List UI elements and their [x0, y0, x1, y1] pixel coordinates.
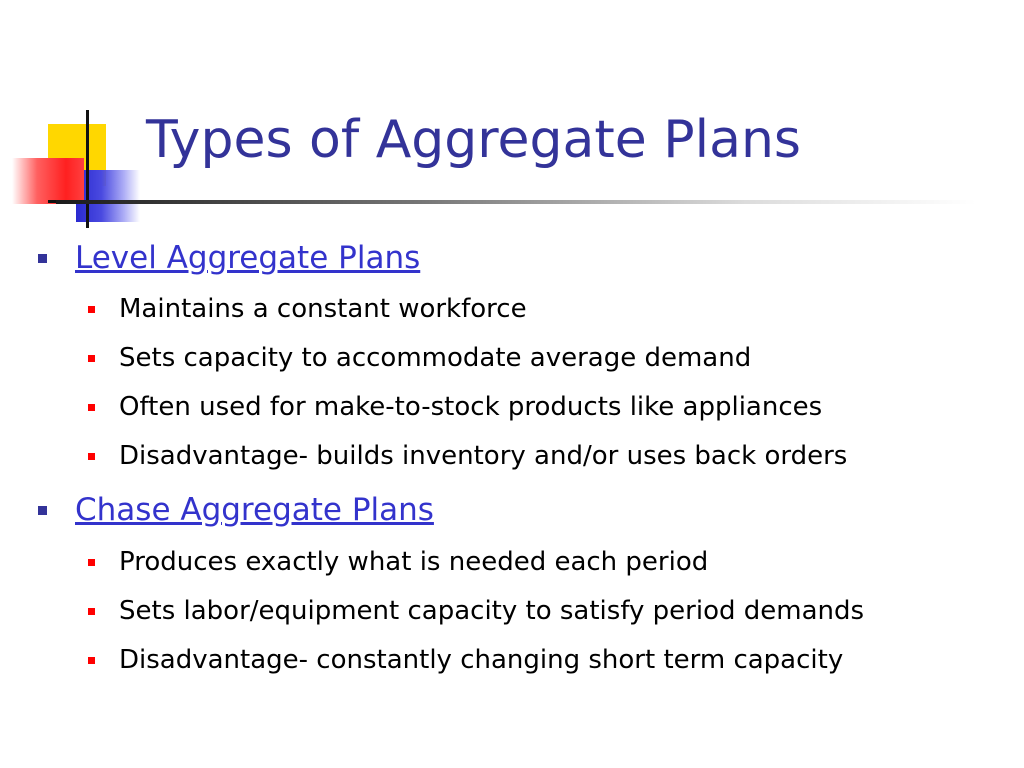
vertical-line-shape: [86, 110, 89, 228]
list-item-text: Often used for make-to-stock products like appliances: [119, 392, 823, 422]
square-bullet-icon: [88, 559, 95, 566]
list-item-text: Maintains a constant workforce: [119, 294, 527, 324]
list-item-text: Sets labor/equipment capacity to satisfy period demands: [119, 596, 865, 626]
list-item: [88, 547, 708, 577]
square-bullet-icon: [88, 608, 95, 615]
list-item: [88, 645, 843, 675]
red-bar-shape: [12, 158, 84, 204]
square-bullet-icon: [88, 404, 95, 411]
list-item-text: Sets capacity to accommodate average demand: [119, 343, 752, 373]
slide-title: Types of Aggregate Plans: [146, 110, 802, 170]
square-bullet-icon: [38, 506, 47, 515]
list-item-text: Disadvantage- constantly changing short term capacity: [119, 645, 844, 675]
chase-aggregate-plans-link[interactable]: Chase Aggregate Plans: [75, 492, 434, 528]
decorative-logo: [0, 100, 150, 230]
section-level-aggregate: [38, 240, 420, 276]
section-chase-aggregate: [38, 492, 434, 528]
square-bullet-icon: [88, 306, 95, 313]
square-bullet-icon: [88, 453, 95, 460]
square-bullet-icon: [88, 657, 95, 664]
list-item: [88, 392, 822, 422]
level-aggregate-plans-link[interactable]: Level Aggregate Plans: [75, 240, 421, 276]
list-item: [88, 596, 864, 626]
list-item: [88, 441, 847, 471]
title-underline: [56, 200, 976, 204]
square-bullet-icon: [38, 254, 47, 263]
list-item-text: Disadvantage- builds inventory and/or uses back orders: [119, 441, 848, 471]
list-item: [88, 294, 527, 324]
list-item: [88, 343, 751, 373]
list-item-text: Produces exactly what is needed each period: [119, 547, 709, 577]
square-bullet-icon: [88, 355, 95, 362]
